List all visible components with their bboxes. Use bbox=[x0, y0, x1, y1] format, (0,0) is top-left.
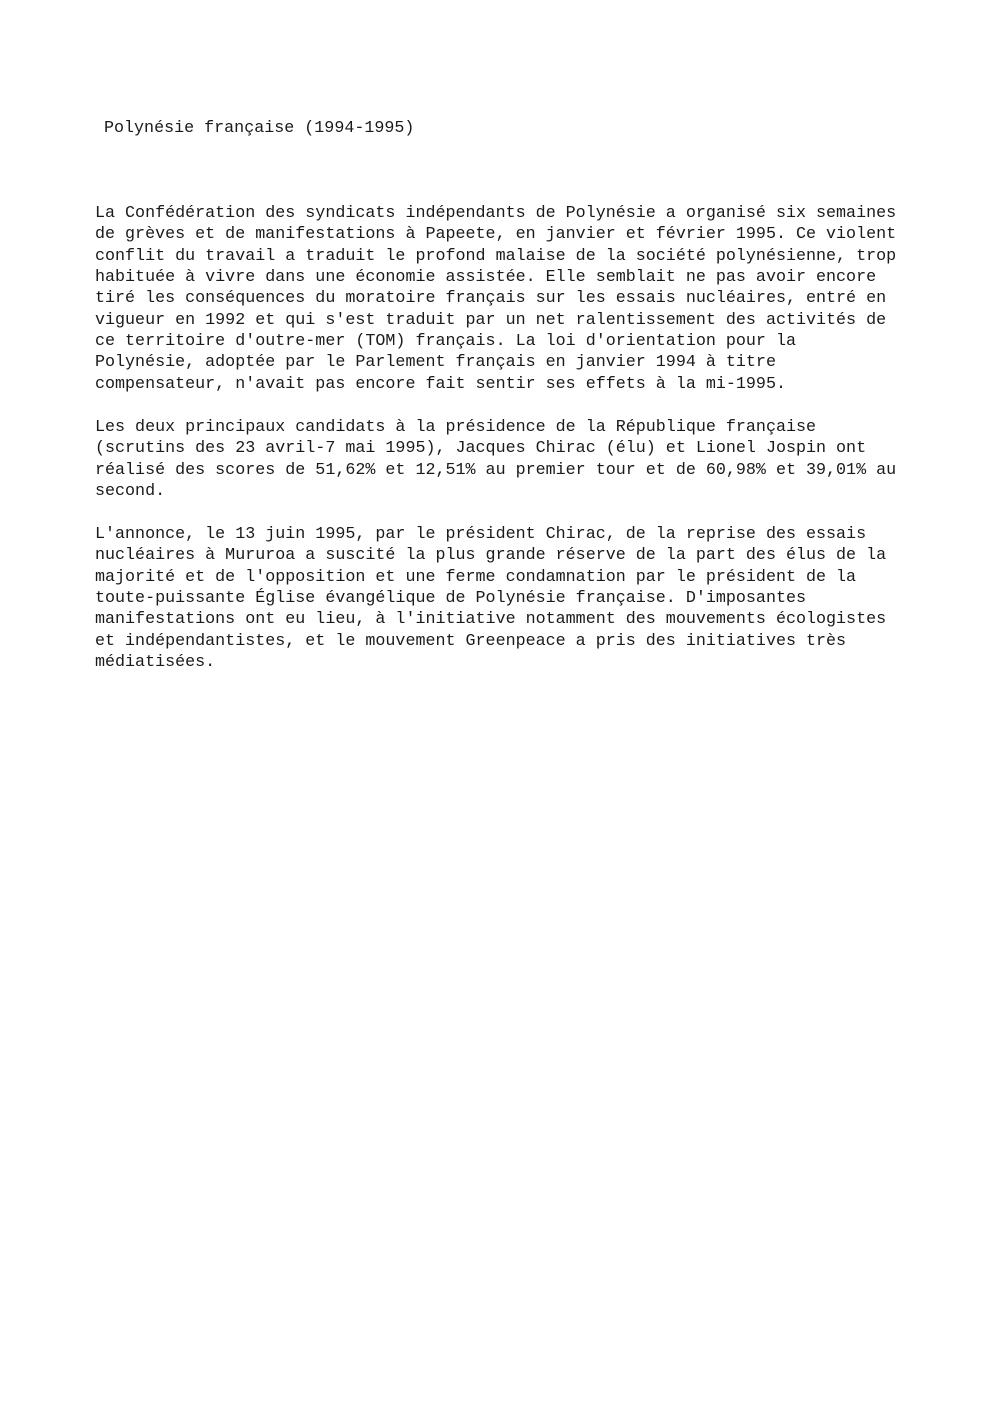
text-line: La Confédération des syndicats indépendants de Polynésie a organisé six semaines bbox=[95, 204, 897, 223]
text-line: de grèves et de manifestations à Papeete, en janvier et février 1995. Ce violent bbox=[95, 225, 897, 245]
text-line: manifestations ont eu lieu, à l'initiative notamment des mouvements écologistes bbox=[95, 610, 887, 630]
text-line: majorité et de l'opposition et une ferme condamnation par le président de la bbox=[95, 567, 857, 587]
text-line: nucléaires à Mururoa a suscité la plus grande réserve de la part des élus de la bbox=[95, 546, 887, 566]
text-line: réalisé des scores de 51,62% et 12,51% au premier tour et de 60,98% et 39,01% au bbox=[95, 460, 897, 480]
text-line: Polynésie, adoptée par le Parlement français en janvier 1994 à titre bbox=[95, 353, 776, 373]
text-line: Les deux principaux candidats à la présidence de la République française bbox=[95, 418, 817, 437]
text-line: habituée à vivre dans une économie assistée. Elle semblait ne pas avoir encore bbox=[95, 268, 877, 288]
text-line: médiatisées. bbox=[95, 653, 216, 673]
paragraph-2 bbox=[95, 417, 905, 502]
text-line: conflit du travail a traduit le profond malaise de la société polynésienne, trop bbox=[95, 246, 897, 266]
document-title: Polynésie française (1994-1995) bbox=[104, 119, 415, 138]
text-line: tiré les conséquences du moratoire français sur les essais nucléaires, entré en bbox=[95, 289, 887, 309]
text-line: ce territoire d'outre-mer (TOM) français. La loi d'orientation pour la bbox=[95, 332, 796, 352]
text-line: (scrutins des 23 avril-7 mai 1995), Jacques Chirac (élu) et Lionel Jospin ont bbox=[95, 439, 867, 459]
paragraph-3 bbox=[95, 524, 905, 673]
paragraph-1 bbox=[95, 203, 905, 395]
text-line: compensateur, n'avait pas encore fait sentir ses effets à la mi-1995. bbox=[95, 374, 786, 394]
text-line: second. bbox=[95, 482, 166, 502]
text-line: et indépendantistes, et le mouvement Greenpeace a pris des initiatives très bbox=[95, 631, 847, 651]
text-line: L'annonce, le 13 juin 1995, par le président Chirac, de la reprise des essais bbox=[95, 525, 867, 544]
text-line: vigueur en 1992 et qui s'est traduit par un net ralentissement des activités de bbox=[95, 310, 887, 330]
text-line: toute-puissante Église évangélique de Polynésie française. D'imposantes bbox=[95, 589, 807, 609]
